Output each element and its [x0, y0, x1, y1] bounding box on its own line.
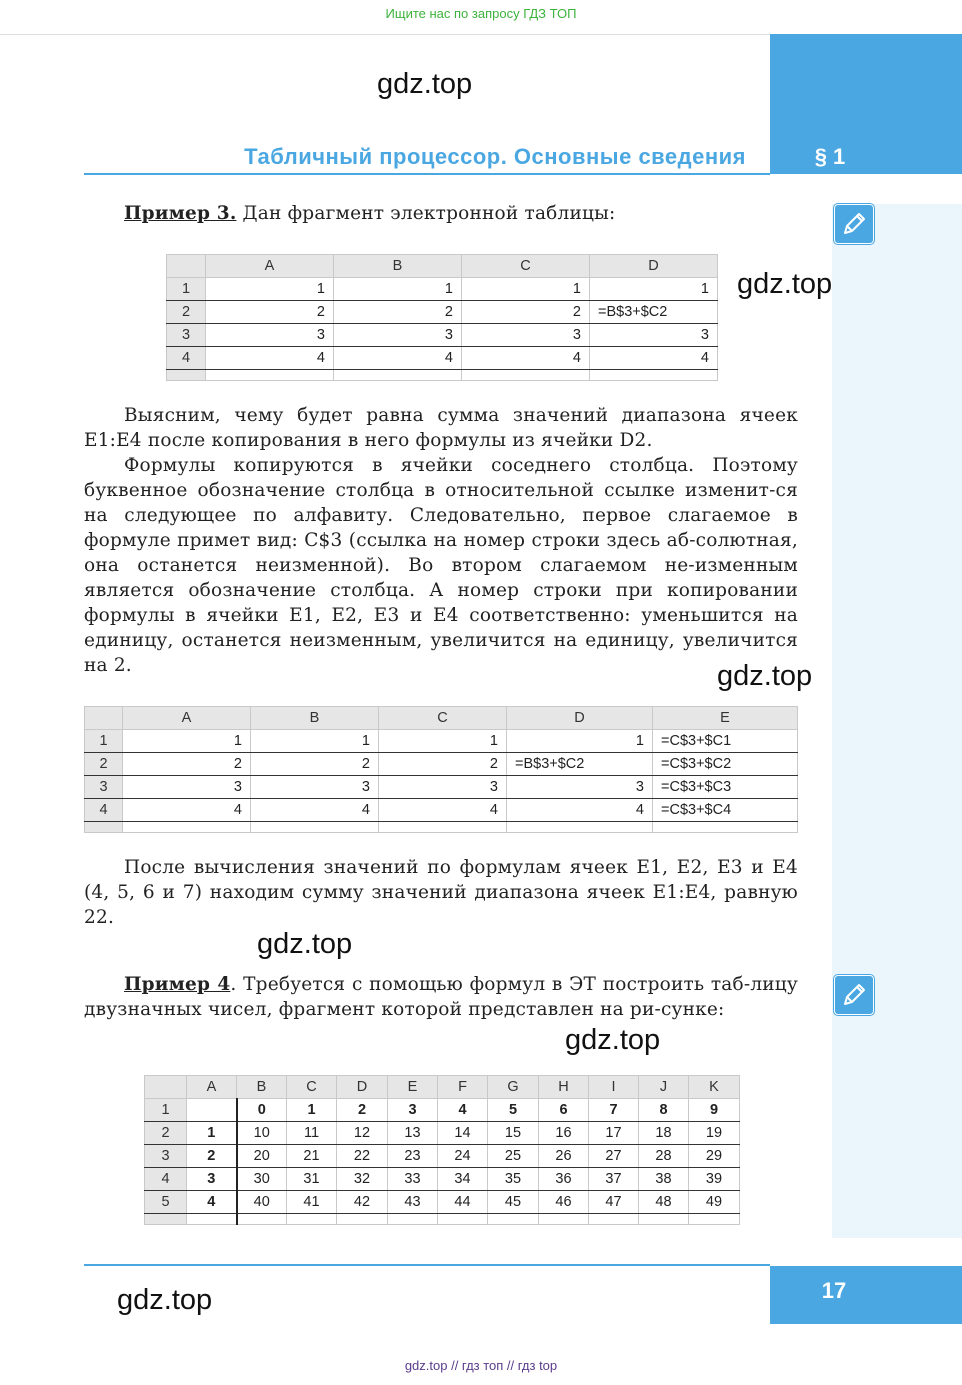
column-header: B [237, 1076, 287, 1099]
column-header: C [287, 1076, 337, 1099]
empty-row [167, 370, 718, 381]
table-row [167, 347, 718, 370]
cell: 2 [462, 301, 590, 324]
cell: 1 [123, 730, 251, 753]
column-header: B [334, 255, 462, 278]
cell: 1 [187, 1122, 237, 1145]
column-header: C [379, 707, 507, 730]
formula-cell: =C$3+$C1 [653, 730, 798, 753]
cell: 35 [488, 1168, 539, 1191]
cell: 10 [237, 1122, 287, 1145]
cell: 2 [334, 301, 462, 324]
cell: 3 [334, 324, 462, 347]
cell: 1 [590, 278, 718, 301]
table-row [85, 730, 798, 753]
column-header: D [590, 255, 718, 278]
empty-row [85, 822, 798, 833]
cell: 25 [488, 1145, 539, 1168]
table-row [167, 301, 718, 324]
cell: 4 [438, 1099, 488, 1122]
cell: 3 [590, 324, 718, 347]
cell: 3 [388, 1099, 438, 1122]
cell: 20 [237, 1145, 287, 1168]
row-header [85, 822, 123, 833]
cell [187, 1214, 237, 1225]
cell: 27 [589, 1145, 639, 1168]
cell [237, 1214, 287, 1225]
cell: 6 [539, 1099, 589, 1122]
cell [251, 822, 379, 833]
cell: 4 [206, 347, 334, 370]
cell: 3 [251, 776, 379, 799]
paragraph: Формулы копируются в ячейки соседнего столбца. Поэтому буквенное обозначение столбца в относительной ссылке изменит-ся на следующее по алфавиту. Следовательно, первое слагаемое в формуле примет вид: C$3 (ссылка на номер строки здесь аб-солютная, она останется неизменной). Во втором слагаемом не-изменным является обозначение столбца. А номер строки при копировании формулы в ячейки E1, E2, E3 и E4 соответственно: уменьшится на единицу, останется неизменным, увеличится на единицу, увеличится на 2. [84, 455, 798, 676]
cell: 18 [639, 1122, 689, 1145]
cell [639, 1214, 689, 1225]
cell: 45 [488, 1191, 539, 1214]
watermark: gdz.top [717, 660, 813, 692]
watermark: gdz.top [377, 68, 473, 100]
empty-row [145, 1214, 740, 1225]
cell: 19 [689, 1122, 740, 1145]
cell: 3 [462, 324, 590, 347]
formula-cell: =C$3+$C4 [653, 799, 798, 822]
row-header: 3 [145, 1145, 187, 1168]
cell [689, 1214, 740, 1225]
table-row [145, 1122, 740, 1145]
footer-links[interactable]: gdz.top // гдз топ // гдз top [404, 1358, 558, 1373]
cell [334, 370, 462, 381]
cell: 11 [287, 1122, 337, 1145]
formula-cell: =C$3+$C2 [653, 753, 798, 776]
table-row [167, 278, 718, 301]
row-header: 4 [167, 347, 206, 370]
cell [388, 1214, 438, 1225]
cell [379, 822, 507, 833]
cell: 3 [187, 1168, 237, 1191]
cell: 21 [287, 1145, 337, 1168]
cell: 3 [379, 776, 507, 799]
row-header: 1 [145, 1099, 187, 1122]
cell: 22 [337, 1145, 388, 1168]
table-row [145, 1145, 740, 1168]
cell [539, 1214, 589, 1225]
table-row [85, 776, 798, 799]
cell: 4 [251, 799, 379, 822]
cell: 3 [507, 776, 653, 799]
cell: 0 [237, 1099, 287, 1122]
table-row [85, 753, 798, 776]
cell [462, 370, 590, 381]
pencil-icon [834, 204, 874, 244]
section-title: Табличный процессор. Основные сведения [244, 144, 746, 169]
row-header: 1 [167, 278, 206, 301]
cell: 17 [589, 1122, 639, 1145]
row-header: 4 [145, 1168, 187, 1191]
page-number: 17 [821, 1278, 847, 1303]
table-row [145, 1099, 740, 1122]
column-header: J [639, 1076, 689, 1099]
watermark: gdz.top [117, 1284, 213, 1316]
row-header: 4 [85, 799, 123, 822]
column-header: E [388, 1076, 438, 1099]
cell: 2 [187, 1145, 237, 1168]
cell: 46 [539, 1191, 589, 1214]
cell: 4 [507, 799, 653, 822]
watermark: gdz.top [257, 928, 353, 960]
watermark: gdz.top [565, 1024, 661, 1056]
example3-intro [124, 201, 784, 226]
row-header: 1 [85, 730, 123, 753]
cell: 1 [251, 730, 379, 753]
cell [337, 1214, 388, 1225]
cell: 37 [589, 1168, 639, 1191]
cell: 2 [206, 301, 334, 324]
spreadsheet-table-1 [166, 254, 718, 381]
cell: 1 [287, 1099, 337, 1122]
side-strip [832, 204, 962, 1238]
cell: 30 [237, 1168, 287, 1191]
column-header: F [438, 1076, 488, 1099]
cell: 1 [462, 278, 590, 301]
cell: 2 [379, 753, 507, 776]
cell: 1 [334, 278, 462, 301]
watermark: gdz.top [737, 268, 833, 300]
cell: 47 [589, 1191, 639, 1214]
example4-intro-text: . Требуется с помощью формул в ЭТ построить таб-лицу двузначных чисел, фрагмент которой представлен на ри-сунке: [84, 974, 798, 1020]
table-row [145, 1191, 740, 1214]
cell: 1 [507, 730, 653, 753]
cell: 39 [689, 1168, 740, 1191]
cell [123, 822, 251, 833]
cell: 2 [251, 753, 379, 776]
row-header [167, 370, 206, 381]
example3-intro-text: Дан фрагмент электронной таблицы: [236, 203, 616, 224]
cell: 12 [337, 1122, 388, 1145]
table-row [167, 324, 718, 347]
formula-cell: =B$3+$C2 [507, 753, 653, 776]
row-header: 2 [85, 753, 123, 776]
corner-cell [167, 255, 206, 278]
cell: 15 [488, 1122, 539, 1145]
cell: 14 [438, 1122, 488, 1145]
cell: 44 [438, 1191, 488, 1214]
column-header-row [85, 707, 798, 730]
column-header: I [589, 1076, 639, 1099]
example3-label: Пример 3. [124, 203, 237, 224]
cell: 5 [488, 1099, 539, 1122]
column-header: A [123, 707, 251, 730]
cell: 4 [379, 799, 507, 822]
cell: 32 [337, 1168, 388, 1191]
row-header [145, 1214, 187, 1225]
formula-cell: =C$3+$C3 [653, 776, 798, 799]
cell: 4 [123, 799, 251, 822]
cell: 36 [539, 1168, 589, 1191]
spreadsheet-table-3 [144, 1075, 740, 1225]
column-header: D [507, 707, 653, 730]
cell: 31 [287, 1168, 337, 1191]
cell: 26 [539, 1145, 589, 1168]
column-header: K [689, 1076, 740, 1099]
column-header: A [187, 1076, 237, 1099]
cell [438, 1214, 488, 1225]
cell: 3 [206, 324, 334, 347]
cell [507, 822, 653, 833]
cell: 16 [539, 1122, 589, 1145]
cell: 23 [388, 1145, 438, 1168]
row-header: 3 [85, 776, 123, 799]
cell: 7 [589, 1099, 639, 1122]
paragraph: После вычисления значений по формулам ячеек E1, E2, E3 и E4 (4, 5, 6 и 7) находим сумму значений диапазона ячеек E1:E4, равную 22. [84, 857, 798, 928]
cell: 4 [462, 347, 590, 370]
cell [187, 1099, 237, 1122]
column-header-row [145, 1076, 740, 1099]
cell: 4 [334, 347, 462, 370]
column-header: B [251, 707, 379, 730]
paragraph: Выясним, чему будет равна сумма значений диапазона ячеек E1:E4 после копирования в него формулы из ячейки D2. [84, 405, 798, 451]
pencil-icon [834, 975, 874, 1015]
cell [488, 1214, 539, 1225]
cell: 1 [379, 730, 507, 753]
row-header: 3 [167, 324, 206, 347]
column-header: D [337, 1076, 388, 1099]
cell: 49 [689, 1191, 740, 1214]
spreadsheet-table-2 [84, 706, 798, 833]
cell: 4 [187, 1191, 237, 1214]
column-header: A [206, 255, 334, 278]
table-row [85, 799, 798, 822]
cell: 33 [388, 1168, 438, 1191]
cell [287, 1214, 337, 1225]
cell: 3 [123, 776, 251, 799]
row-header: 2 [167, 301, 206, 324]
cell: 41 [287, 1191, 337, 1214]
corner-cell [145, 1076, 187, 1099]
cell: 48 [639, 1191, 689, 1214]
cell: 34 [438, 1168, 488, 1191]
cell: 8 [639, 1099, 689, 1122]
table-row [145, 1168, 740, 1191]
cell: 1 [206, 278, 334, 301]
cell: 2 [337, 1099, 388, 1122]
cell: 24 [438, 1145, 488, 1168]
cell: 42 [337, 1191, 388, 1214]
example4-label: Пример 4 [124, 974, 231, 995]
cell [590, 370, 718, 381]
column-header: G [488, 1076, 539, 1099]
top-banner: Ищите нас по запросу ГДЗ ТОП [385, 6, 577, 21]
cell [589, 1214, 639, 1225]
cell: 2 [123, 753, 251, 776]
cell [206, 370, 334, 381]
cell: 40 [237, 1191, 287, 1214]
cell: 9 [689, 1099, 740, 1122]
header-rule [84, 173, 770, 175]
cell: 29 [689, 1145, 740, 1168]
row-header: 2 [145, 1122, 187, 1145]
column-header: H [539, 1076, 589, 1099]
column-header: E [653, 707, 798, 730]
cell: 28 [639, 1145, 689, 1168]
page-frame-line [0, 34, 770, 35]
corner-cell [85, 707, 123, 730]
cell: 43 [388, 1191, 438, 1214]
cell: 4 [590, 347, 718, 370]
row-header: 5 [145, 1191, 187, 1214]
footer-rule [84, 1264, 770, 1266]
formula-cell: =B$3+$C2 [590, 301, 718, 324]
cell: 38 [639, 1168, 689, 1191]
column-header: C [462, 255, 590, 278]
section-number: § 1 [814, 144, 846, 169]
example4-intro [84, 972, 798, 1022]
cell [653, 822, 798, 833]
column-header-row [167, 255, 718, 278]
cell: 13 [388, 1122, 438, 1145]
